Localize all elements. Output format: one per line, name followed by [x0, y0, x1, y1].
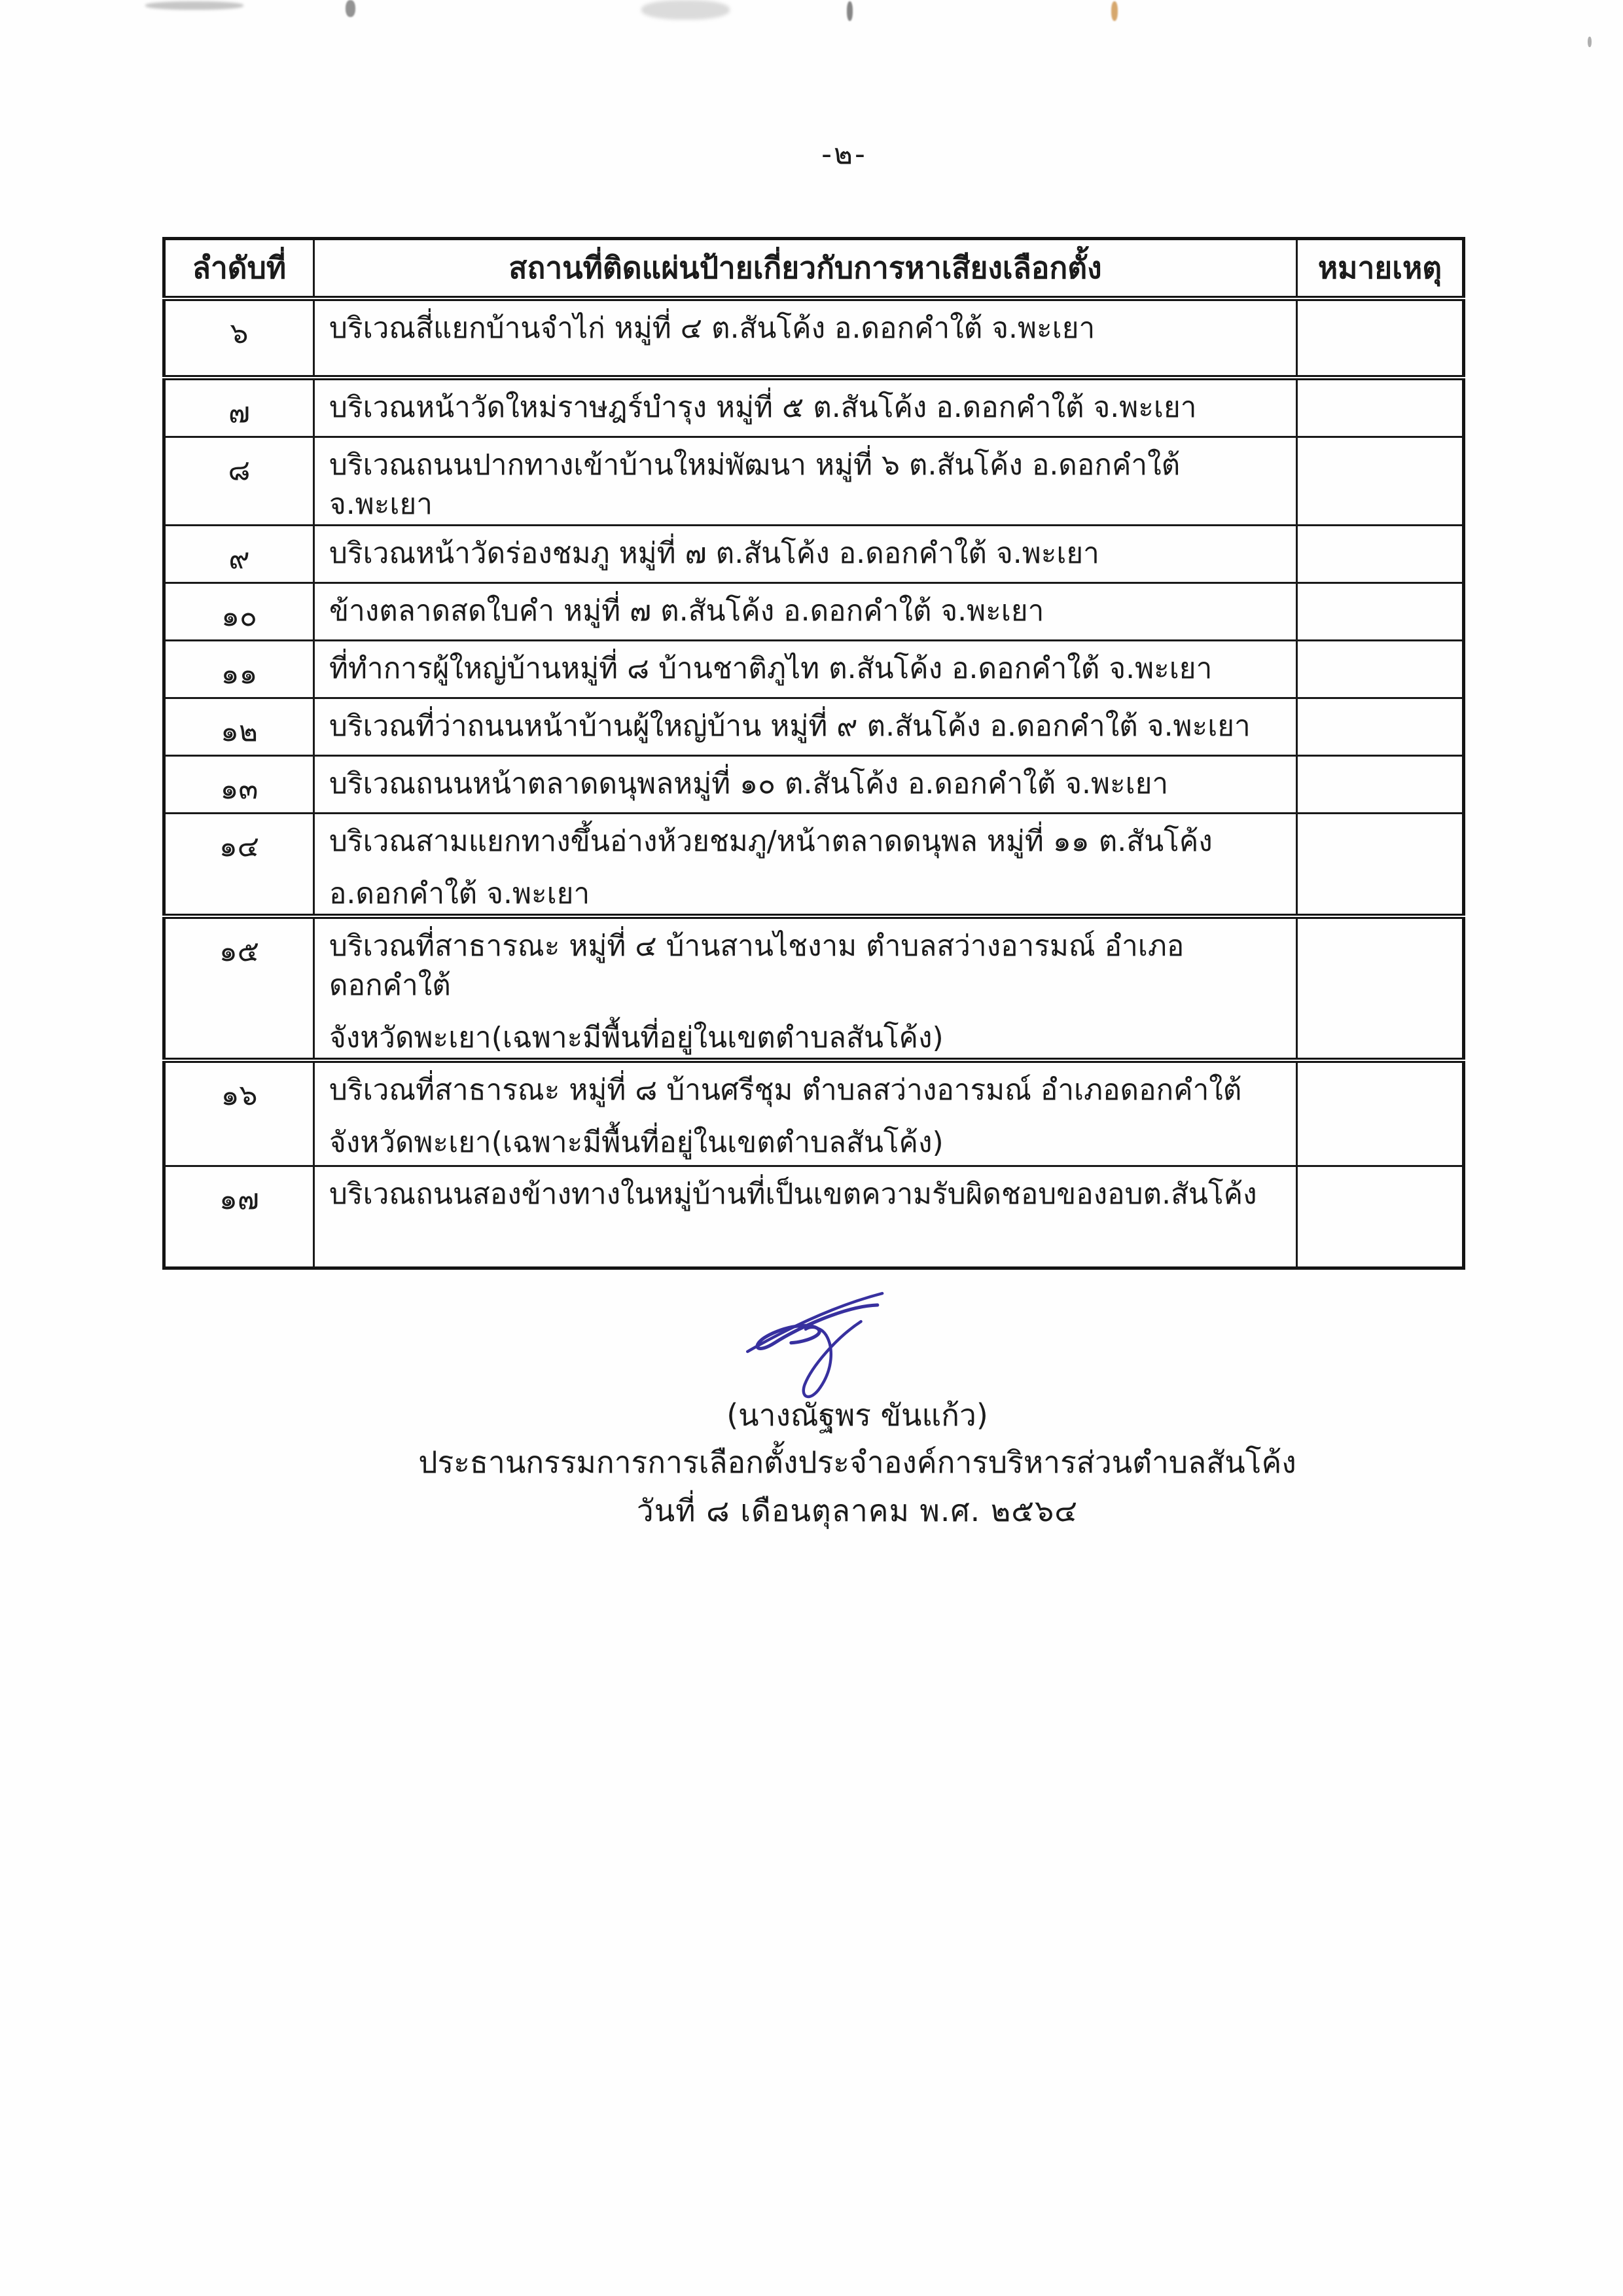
location-text: บริเวณถนนปากทางเข้าบ้านใหม่พัฒนา หมู่ที่ ๖ ต.สันโค้ง อ.ดอกคำใต้ จ.พะเยา	[329, 448, 1181, 521]
scan-artifact	[346, 0, 355, 17]
location-cell	[314, 916, 1297, 1060]
row-number: ๑๓	[164, 756, 314, 814]
table-row	[164, 378, 1464, 437]
remark-cell	[1297, 756, 1464, 814]
location-text-line2: จังหวัดพะเยา(เฉพาะมีพื้นที่อยู่ในเขตตำบลสันโค้ง)	[329, 1126, 944, 1159]
header-location: สถานที่ติดแผ่นป้ายเกี่ยวกับการหาเสียงเลือกตั้ง	[314, 239, 1297, 299]
scan-artifact	[641, 0, 730, 20]
signer-name: (นางณัฐพร ขันแก้ว)	[726, 1397, 988, 1433]
location-cell	[314, 298, 1297, 378]
remark-cell	[1297, 641, 1464, 698]
table-row	[164, 756, 1464, 814]
signature-date: วันที่ ๘ เดือนตุลาคม พ.ศ. ๒๕๖๔	[636, 1493, 1079, 1528]
row-number: ๗	[164, 378, 314, 437]
row-number: ๑๒	[164, 698, 314, 756]
table-row	[164, 698, 1464, 756]
location-cell	[314, 641, 1297, 698]
location-text: บริเวณถนนสองข้างทางในหมู่บ้านที่เป็นเขตความรับผิดชอบของอบต.สันโค้ง	[329, 1177, 1257, 1211]
location-cell	[314, 437, 1297, 526]
location-cell	[314, 583, 1297, 641]
scan-artifact	[145, 1, 243, 10]
signature-block	[301, 1275, 1414, 1529]
row-number: ๙	[164, 526, 314, 583]
scan-artifact	[1111, 1, 1118, 21]
location-cell	[314, 814, 1297, 917]
table-header-row	[164, 239, 1464, 299]
location-cell	[314, 526, 1297, 583]
row-number: ๑๗	[164, 1166, 314, 1268]
remark-cell	[1297, 1060, 1464, 1166]
placement-table	[162, 237, 1465, 1270]
remark-cell	[1297, 378, 1464, 437]
location-text: บริเวณสี่แยกบ้านจำไก่ หมู่ที่ ๔ ต.สันโค้ง อ.ดอกคำใต้ จ.พะเยา	[329, 312, 1096, 345]
location-text: บริเวณที่สาธารณะ หมู่ที่ ๔ บ้านสานไชงาม ตำบลสว่างอารมณ์ อำเภอดอกคำใต้	[329, 929, 1185, 1002]
location-cell	[314, 756, 1297, 814]
location-text: ที่ทำการผู้ใหญ่บ้านหมู่ที่ ๘ บ้านชาติภูไท ต.สันโค้ง อ.ดอกคำใต้ จ.พะเยา	[329, 652, 1213, 685]
table-row	[164, 814, 1464, 917]
location-text-line2: อ.ดอกคำใต้ จ.พะเยา	[329, 877, 590, 910]
location-cell	[314, 698, 1297, 756]
location-text: บริเวณสามแยกทางขึ้นอ่างห้วยชมภู/หน้าตลาดดนุพล หมู่ที่ ๑๑ ต.สันโค้ง	[329, 825, 1213, 858]
row-number: ๖	[164, 298, 314, 378]
remark-cell	[1297, 814, 1464, 917]
row-number: ๑๐	[164, 583, 314, 641]
location-cell	[314, 1060, 1297, 1166]
table-row	[164, 916, 1464, 1060]
table-row	[164, 1060, 1464, 1166]
remark-cell	[1297, 1166, 1464, 1268]
table-row	[164, 298, 1464, 378]
row-number: ๑๖	[164, 1060, 314, 1166]
handwritten-signature	[713, 1275, 910, 1406]
location-cell	[314, 1166, 1297, 1268]
location-text: บริเวณที่สาธารณะ หมู่ที่ ๘ บ้านศรีชุม ตำบลสว่างอารมณ์ อำเภอดอกคำใต้	[329, 1073, 1242, 1107]
location-cell	[314, 378, 1297, 437]
table-row	[164, 437, 1464, 526]
table-row	[164, 1166, 1464, 1268]
location-text: บริเวณถนนหน้าตลาดดนุพลหมู่ที่ ๑๐ ต.สันโค้ง อ.ดอกคำใต้ จ.พะเยา	[329, 767, 1169, 800]
remark-cell	[1297, 583, 1464, 641]
table-row	[164, 526, 1464, 583]
location-text-line2: จังหวัดพะเยา(เฉพาะมีพื้นที่อยู่ในเขตตำบลสันโค้ง)	[329, 1021, 944, 1054]
remark-cell	[1297, 916, 1464, 1060]
scan-artifact	[847, 1, 853, 21]
signature-stroke	[804, 1321, 861, 1397]
row-number: ๑๕	[164, 916, 314, 1060]
table-row	[164, 583, 1464, 641]
location-text: บริเวณหน้าวัดร่องชมภู หมู่ที่ ๗ ต.สันโค้ง อ.ดอกคำใต้ จ.พะเยา	[329, 537, 1099, 570]
location-text: บริเวณหน้าวัดใหม่ราษฎร์บำรุง หมู่ที่ ๕ ต.สันโค้ง อ.ดอกคำใต้ จ.พะเยา	[329, 391, 1197, 424]
remark-cell	[1297, 437, 1464, 526]
location-text: ข้างตลาดสดใบคำ หมู่ที่ ๗ ต.สันโค้ง อ.ดอกคำใต้ จ.พะเยา	[329, 594, 1044, 628]
row-number: ๑๑	[164, 641, 314, 698]
header-remark: หมายเหตุ	[1297, 239, 1464, 299]
table-row	[164, 641, 1464, 698]
remark-cell	[1297, 298, 1464, 378]
row-number: ๑๔	[164, 814, 314, 917]
row-number: ๘	[164, 437, 314, 526]
location-text: บริเวณที่ว่าถนนหน้าบ้านผู้ใหญ่บ้าน หมู่ที่ ๙ ต.สันโค้ง อ.ดอกคำใต้ จ.พะเยา	[329, 709, 1251, 743]
remark-cell	[1297, 526, 1464, 583]
signer-title: ประธานกรรมการการเลือกตั้งประจำองค์การบริหารส่วนตำบลสันโค้ง	[418, 1444, 1296, 1480]
header-no: ลำดับที่	[164, 239, 314, 299]
page-number: -๒-	[821, 137, 867, 171]
scan-artifact	[1588, 37, 1592, 47]
remark-cell	[1297, 698, 1464, 756]
